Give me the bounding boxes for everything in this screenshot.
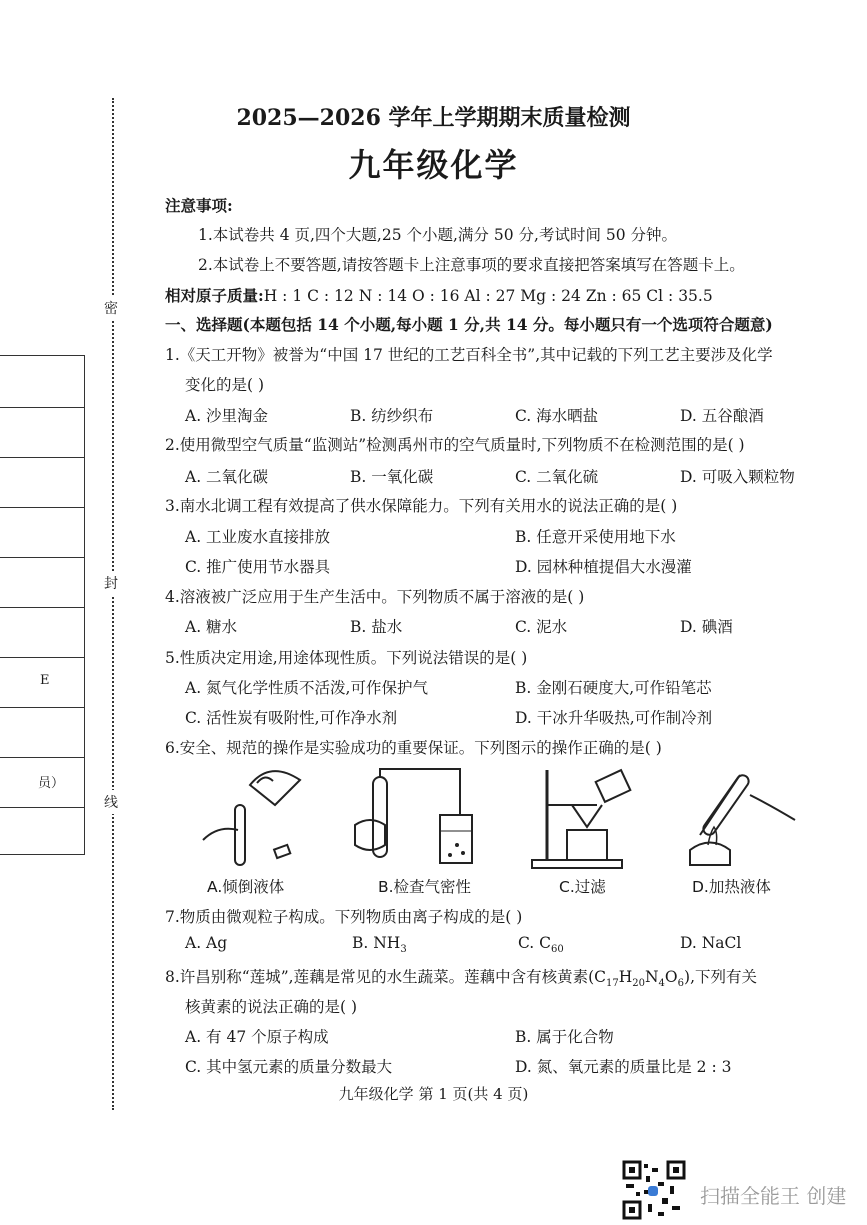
atomic-mass-label: 相对原子质量:	[165, 286, 264, 305]
info-field-fragment: E	[40, 673, 50, 688]
seal-char-xian: 线	[104, 790, 118, 814]
figure-heating-liquid	[680, 765, 810, 870]
figure-airtightness-check	[345, 765, 475, 870]
q7-option-b: B. $NH_3$	[352, 934, 407, 956]
q7-option-d: D. NaCl	[680, 934, 742, 952]
q7-option-c: C. $C_{60}$	[518, 934, 564, 956]
question-7-stem: 7.物质由微观粒子构成。下列物质由离子构成的是( )	[165, 908, 523, 926]
question-1-stem: 1.《天工开物》被誉为“中国 17 世纪的工艺百科全书”,其中记载的下列工艺主要涉及化学	[165, 346, 773, 364]
qr-code-icon	[622, 1160, 686, 1220]
q4-option-b: B. 盐水	[350, 618, 403, 636]
question-4-stem: 4.溶液被广泛应用于生产生活中。下列物质不属于溶液的是( )	[165, 588, 585, 606]
page-footer: 九年级化学 第 1 页(共 4 页)	[338, 1085, 529, 1103]
exam-title: 2025—2026 学年上学期期末质量检测	[236, 105, 631, 131]
binding-dotted-line	[112, 98, 114, 1110]
q7-option-a: A. Ag	[185, 934, 228, 952]
notice-heading: 注意事项:	[165, 196, 233, 215]
q5-option-c: C. 活性炭有吸附性,可作净水剂	[185, 709, 398, 727]
q3-option-c: C. 推广使用节水器具	[185, 558, 331, 576]
q6-option-c: C.过滤	[559, 878, 606, 896]
student-info-box	[0, 355, 85, 855]
q1-option-b: B. 纺纱织布	[350, 407, 434, 425]
q2-option-a: A. 二氧化碳	[185, 468, 269, 486]
q1-option-c: C. 海水晒盐	[515, 407, 599, 425]
scanner-watermark: 扫描全能王 创建	[700, 1184, 847, 1208]
figure-filtration	[527, 765, 657, 870]
info-field-fragment: 员）	[38, 776, 65, 791]
notice-item-1: 1.本试卷共 4 页,四个大题,25 个小题,满分 50 分,考试时间 50 分钟。	[198, 226, 678, 244]
q3-option-b: B. 任意开采使用地下水	[515, 528, 676, 546]
q8-option-b: B. 属于化合物	[515, 1028, 614, 1046]
q6-option-d: D.加热液体	[692, 878, 771, 896]
notice-item-2: 2.本试卷上不要答题,请按答题卡上注意事项的要求直接把答案填写在答题卡上。	[198, 256, 745, 274]
question-3-stem: 3.南水北调工程有效提高了供水保障能力。下列有关用水的说法正确的是( )	[165, 497, 678, 515]
q1-option-d: D. 五谷酿酒	[680, 407, 764, 425]
q8-option-d: D. 氮、氧元素的质量比是 2 : 3	[515, 1058, 732, 1076]
q4-option-a: A. 糖水	[185, 618, 238, 636]
q8-option-c: C. 其中氢元素的质量分数最大	[185, 1058, 393, 1076]
question-1-stem-cont: 变化的是( )	[185, 376, 265, 394]
q3-option-d: D. 园林种植提倡大水漫灌	[515, 558, 692, 576]
q5-option-a: A. 氮气化学性质不活泼,可作保护气	[185, 679, 428, 697]
q8-option-a: A. 有 47 个原子构成	[185, 1028, 329, 1046]
figure-pouring-liquid	[195, 765, 325, 870]
q5-option-b: B. 金刚石硬度大,可作铅笔芯	[515, 679, 712, 697]
subject-title: 九年级化学	[348, 146, 519, 184]
question-2-stem: 2.使用微型空气质量“监测站”检测禹州市的空气质量时,下列物质不在检测范围的是( )	[165, 436, 745, 454]
q5-option-d: D. 干冰升华吸热,可作制冷剂	[515, 709, 713, 727]
atomic-mass-values: H : 1 C : 12 N : 14 O : 16 Al : 27 Mg : 24 Zn : 65 Cl : 35.5	[263, 287, 713, 305]
seal-char-mi: 密	[104, 296, 118, 320]
q2-option-c: C. 二氧化硫	[515, 468, 599, 486]
q6-option-a: A.倾倒液体	[207, 878, 285, 896]
question-5-stem: 5.性质决定用途,用途体现性质。下列说法错误的是( )	[165, 649, 528, 667]
question-8-stem: 8.许昌别称“莲城”,莲藕是常见的水生蔬菜。莲藕中含有核黄素$(C_{17}H_{20}N_4O_6)$,下列有关	[165, 968, 758, 990]
section-heading: 一、选择题(本题包括 14 个小题,每小题 1 分,共 14 分。每小题只有一个选项符合题意)	[165, 315, 773, 334]
question-8-stem-cont: 核黄素的说法正确的是( )	[185, 998, 358, 1016]
seal-char-feng: 封	[104, 571, 118, 595]
q1-option-a: A. 沙里淘金	[185, 407, 269, 425]
q6-option-b: B.检查气密性	[378, 878, 472, 896]
q4-option-c: C. 泥水	[515, 618, 568, 636]
q3-option-a: A. 工业废水直接排放	[185, 528, 331, 546]
atomic-mass-line	[165, 284, 713, 306]
q4-option-d: D. 碘酒	[680, 618, 733, 636]
q2-option-b: B. 一氧化碳	[350, 468, 434, 486]
question-6-stem: 6.安全、规范的操作是实验成功的重要保证。下列图示的操作正确的是( )	[165, 739, 662, 757]
q2-option-d: D. 可吸入颗粒物	[680, 468, 795, 486]
